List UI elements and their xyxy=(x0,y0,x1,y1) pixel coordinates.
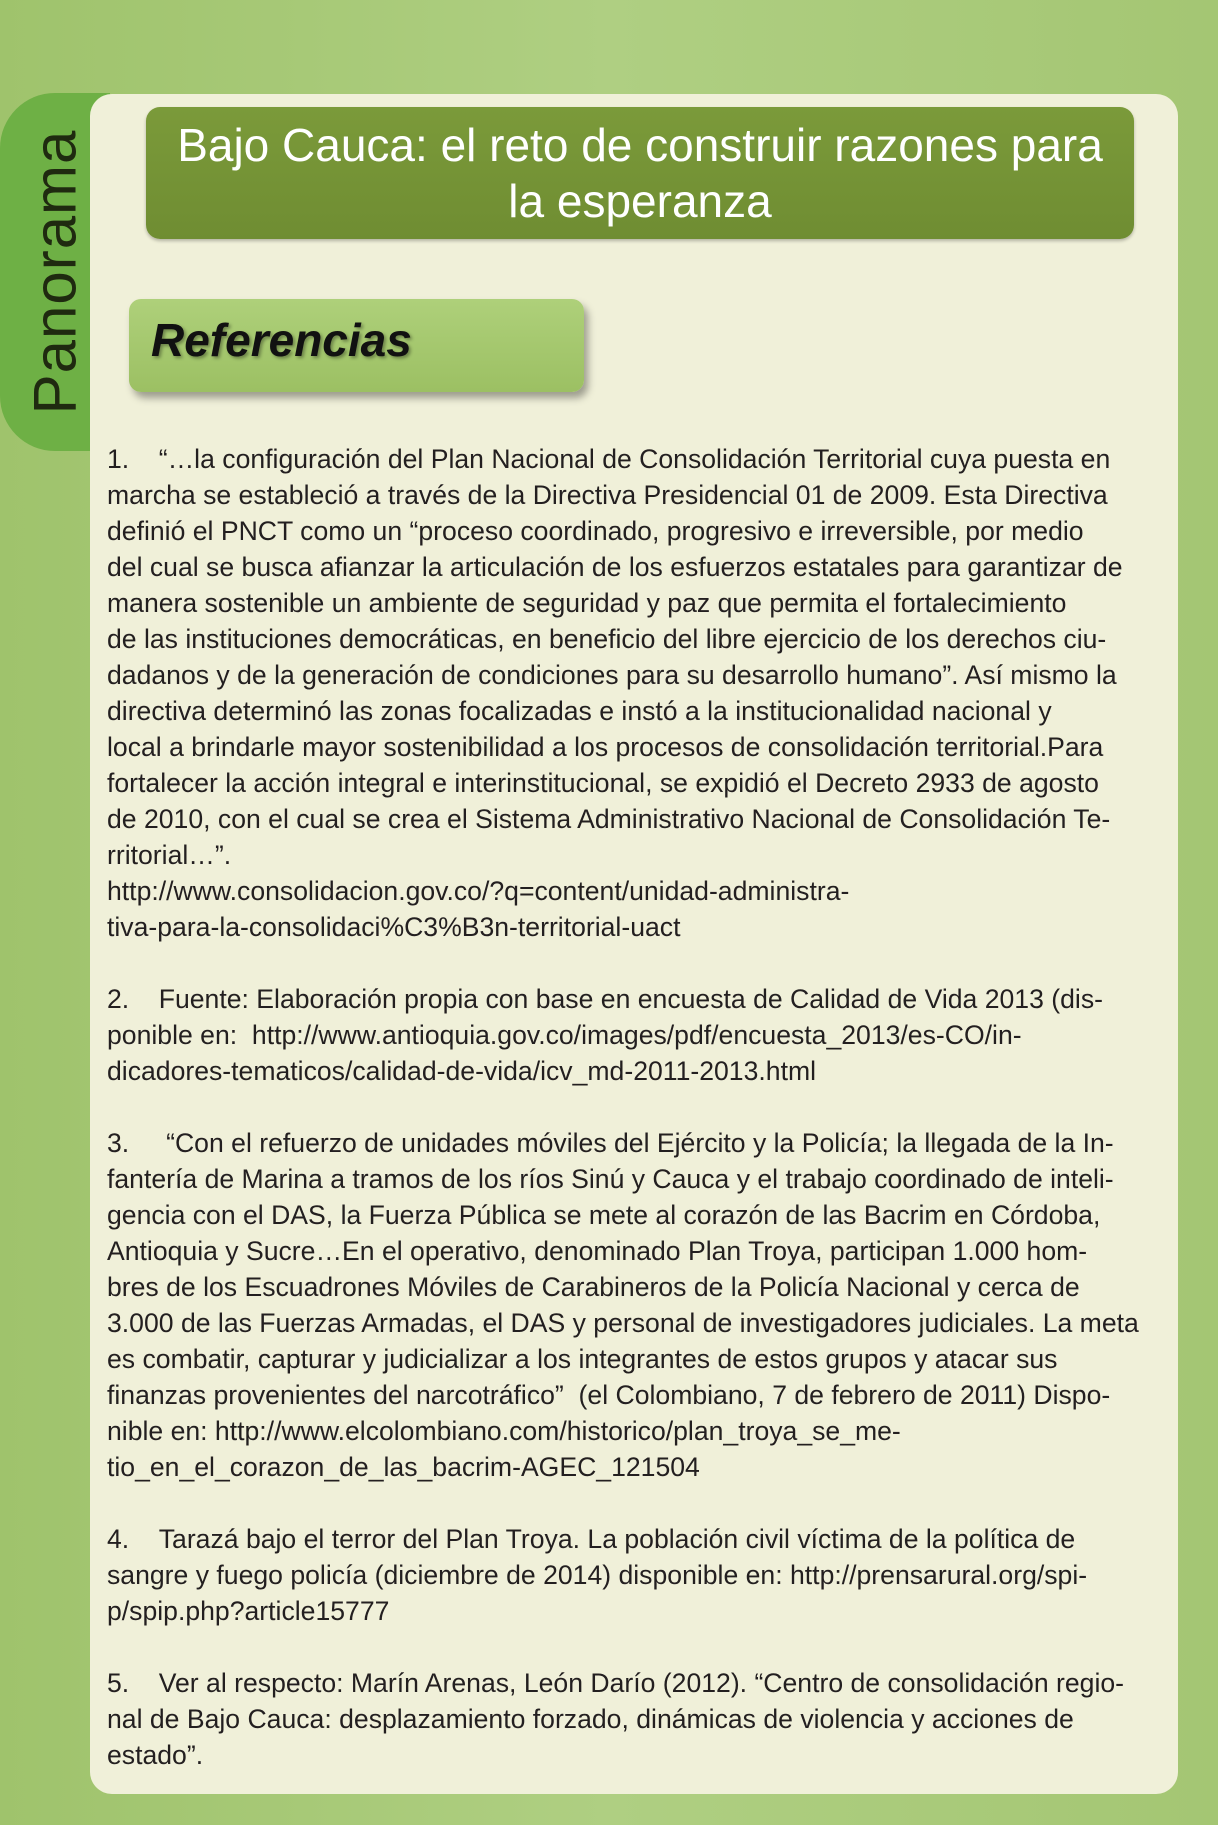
reference-item-1 xyxy=(107,441,1163,945)
reference-line: finanzas provenientes del narcotráfico” (el Colombiano, 7 de febrero de 2011) Dispo- xyxy=(107,1380,1111,1410)
page-title-line-2: la esperanza xyxy=(508,175,772,227)
reference-line: Antioquia y Sucre…En el operativo, denominado Plan Troya, participan 1.000 hom- xyxy=(107,1236,1088,1266)
reference-line: sangre y fuego policía (diciembre de 2014) disponible en: http://prensarural.org/spi- xyxy=(107,1560,1088,1590)
side-tab-label: Panorama xyxy=(21,129,89,415)
reference-line: rritorial…”. xyxy=(107,840,232,870)
reference-line: bres de los Escuadrones Móviles de Carabineros de la Policía Nacional y cerca de xyxy=(107,1272,1080,1302)
reference-line: estado”. xyxy=(107,1740,204,1770)
reference-line: 1. “…la configuración del Plan Nacional de Consolidación Territorial cuya puesta en xyxy=(107,444,1111,474)
reference-item-2 xyxy=(107,981,1163,1089)
reference-line: dicadores-tematicos/calidad-de-vida/icv_md-2011-2013.html xyxy=(107,1056,817,1086)
reference-line: manera sostenible un ambiente de seguridad y paz que permita el fortalecimiento xyxy=(107,588,1067,618)
reference-line: dadanos y de la generación de condiciones para su desarrollo humano”. Así mismo la xyxy=(107,660,1117,690)
reference-line: tiva-para-la-consolidaci%C3%B3n-territorial-uact xyxy=(107,912,681,942)
reference-line: es combatir, capturar y judicializar a los integrantes de estos grupos y atacar sus xyxy=(107,1344,1058,1374)
reference-line: de 2010, con el cual se crea el Sistema Administrativo Nacional de Consolidación Te- xyxy=(107,804,1111,834)
reference-line: de las instituciones democráticas, en beneficio del libre ejercicio de los derechos ciu- xyxy=(107,624,1107,654)
reference-line: ponible en: http://www.antioquia.gov.co/images/pdf/encuesta_2013/es-CO/in- xyxy=(107,1020,1022,1050)
reference-line: gencia con el DAS, la Fuerza Pública se mete al corazón de las Bacrim en Córdoba, xyxy=(107,1200,1101,1230)
section-heading: Referencias xyxy=(151,314,412,366)
reference-line: 2. Fuente: Elaboración propia con base en encuesta de Calidad de Vida 2013 (dis- xyxy=(107,984,1103,1014)
reference-line: fortalecer la acción integral e interinstitucional, se expidió el Decreto 2933 de agosto xyxy=(107,768,1099,798)
reference-line: definió el PNCT como un “proceso coordinado, progresivo e irreversible, por medio xyxy=(107,516,1084,546)
reference-line: http://www.consolidacion.gov.co/?q=content/unidad-administra- xyxy=(107,876,850,906)
references-list xyxy=(107,441,1163,1809)
reference-item-4 xyxy=(107,1521,1163,1629)
reference-line: p/spip.php?article15777 xyxy=(107,1596,390,1626)
reference-line: nal de Bajo Cauca: desplazamiento forzado, dinámicas de violencia y acciones de xyxy=(107,1704,1074,1734)
reference-line: del cual se busca afianzar la articulación de los esfuerzos estatales para garantizar de xyxy=(107,552,1123,582)
reference-line: local a brindarle mayor sostenibilidad a los procesos de consolidación territorial.Para xyxy=(107,732,1104,762)
reference-line: 3.000 de las Fuerzas Armadas, el DAS y personal de investigadores judiciales. La meta xyxy=(107,1308,1139,1338)
reference-item-5 xyxy=(107,1665,1163,1773)
reference-line: 5. Ver al respecto: Marín Arenas, León Darío (2012). “Centro de consolidación regio- xyxy=(107,1668,1125,1698)
page-title-line-1: Bajo Cauca: el reto de construir razones para xyxy=(177,119,1103,171)
reference-line: 4. Tarazá bajo el terror del Plan Troya. La población civil víctima de la política de xyxy=(107,1524,1076,1554)
section-heading-box xyxy=(129,299,584,392)
page-title xyxy=(160,117,1120,229)
reference-line: marcha se estableció a través de la Directiva Presidencial 01 de 2009. Esta Directiva xyxy=(107,480,1108,510)
reference-line: tio_en_el_corazon_de_las_bacrim-AGEC_121504 xyxy=(107,1452,700,1482)
title-banner xyxy=(146,107,1134,239)
reference-line: 3. “Con el refuerzo de unidades móviles del Ejército y la Policía; la llegada de la In- xyxy=(107,1128,1114,1158)
reference-line: nible en: http://www.elcolombiano.com/historico/plan_troya_se_me- xyxy=(107,1416,901,1446)
reference-line: directiva determinó las zonas focalizadas e instó a la institucionalidad nacional y xyxy=(107,696,1052,726)
reference-line: fantería de Marina a tramos de los ríos Sinú y Cauca y el trabajo coordinado de inteli- xyxy=(107,1164,1114,1194)
reference-item-3 xyxy=(107,1125,1163,1485)
